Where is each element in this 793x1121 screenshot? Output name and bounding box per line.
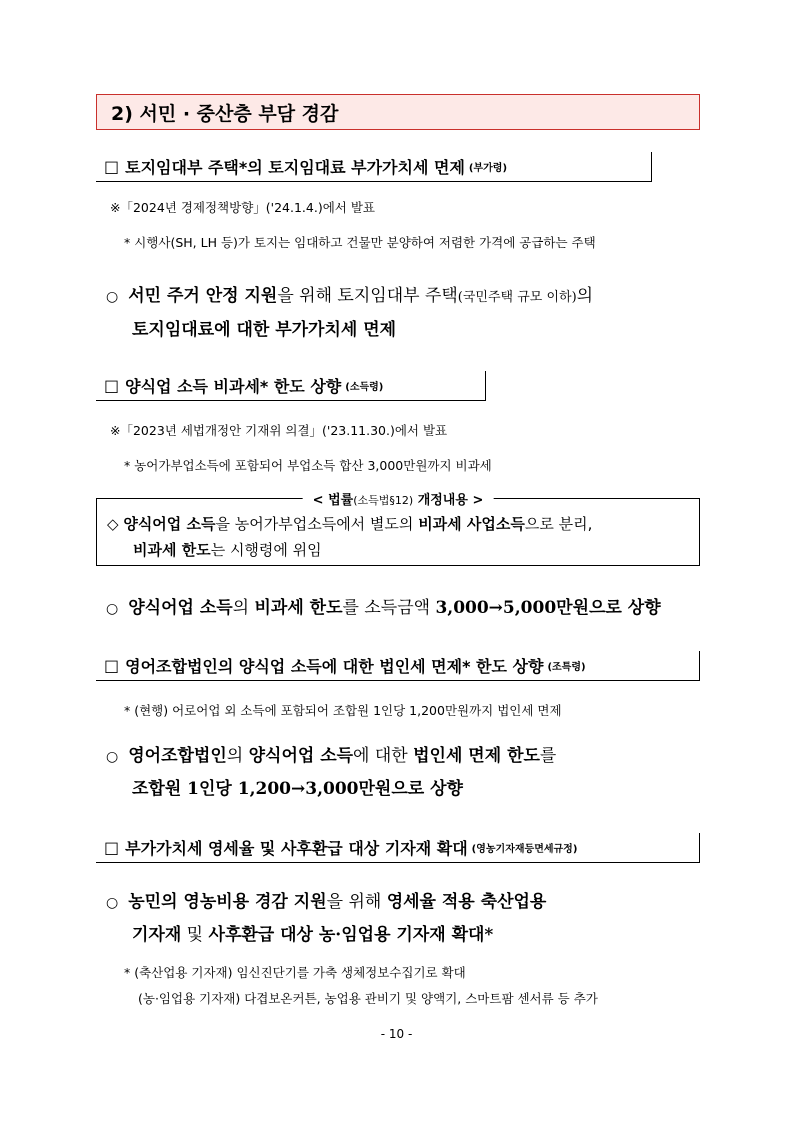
item3-note: * (현행) 어로어업 외 소득에 포함되어 조합원 1인당 1,200만원까지 법인세 면제: [124, 703, 562, 718]
checkbox-square-icon: □: [104, 656, 120, 675]
page-number: - 10 -: [380, 1027, 413, 1041]
bullet-circle-icon: ○: [106, 601, 119, 617]
item1-heading-text: 토지임대부 주택*의 토지임대료 부가가치세 면제: [125, 158, 465, 177]
item3-heading-text: 영어조합법인의 양식업 소득에 대한 법인세 면제* 한도 상향: [125, 657, 544, 676]
item1-note: * 시행사(SH, LH 등)가 토지는 임대하고 건물만 분양하여 저렴한 가격에 공급하는 주택: [124, 235, 596, 250]
law-box-title: [303, 489, 494, 508]
item1-heading: [96, 152, 652, 182]
law-t3: 는 시행령에 위임: [210, 541, 322, 559]
item3-b3: 법인세 면제 한도: [413, 746, 540, 766]
item2-b1: 양식어업 소득: [128, 598, 233, 618]
item3-tag: (조특령): [547, 662, 586, 673]
law-title-a: < 법률: [312, 493, 354, 508]
law-title-b: 개정내용 >: [413, 493, 484, 508]
checkbox-square-icon: □: [104, 376, 120, 395]
item4-b1: 농민의 영농비용 경감 지원: [128, 892, 327, 912]
item4-tag: (영농기자재등면세규정): [471, 844, 578, 855]
item1-t1: 을 위해 토지임대부 주택: [277, 286, 458, 306]
item3-b2: 양식어업 소득: [248, 746, 354, 766]
law-b1: 양식어업 소득: [123, 515, 216, 533]
checkbox-square-icon: □: [104, 838, 120, 857]
item3-t2: 에 대한: [353, 746, 414, 766]
section-title-text: 2) 서민 · 중산층 부담 경감: [111, 102, 339, 125]
item3-bullet: [106, 740, 706, 805]
law-t1: 을 농어가부업소득에서 별도의: [215, 515, 419, 533]
item2-bullet: [106, 592, 706, 625]
bullet-circle-icon: ○: [106, 289, 119, 305]
item1-bullet: [106, 280, 706, 346]
item4-heading-text: 부가가치세 영세율 및 사후환급 대상 기자재 확대: [125, 839, 468, 858]
item3-heading: [96, 651, 700, 681]
item3-t3: 를: [539, 746, 557, 766]
item4-b2: 영세율 적용 축산업용: [386, 892, 547, 912]
item4-heading: [96, 833, 700, 863]
item2-note: * 농어가부업소득에 포함되어 부업소득 합산 3,000만원까지 비과세: [124, 458, 492, 473]
item1-tag: (부가령): [468, 163, 508, 174]
law-b2: 비과세 사업소득: [418, 515, 525, 533]
item1-ref: ※「2024년 경제정책방향」('24.1.4.)에서 발표: [110, 200, 375, 215]
bullet-circle-icon: ○: [106, 749, 119, 765]
law-line-2: [133, 539, 322, 560]
item4-b3: 기자재: [132, 925, 182, 945]
law-b3: 비과세 한도: [133, 541, 211, 559]
item4-b4: 사후환급 대상 농·임업용 기자재 확대*: [208, 925, 494, 945]
item4-bullet: [106, 886, 706, 951]
item2-t1: 의: [232, 598, 255, 618]
item4-t2: 및: [181, 925, 209, 945]
item2-b2: 비과세 한도: [254, 598, 343, 618]
item3-b4: 조합원 1인당 1,200→3,000만원으로 상향: [132, 779, 463, 799]
law-title-source: (소득법§12): [353, 494, 414, 507]
bullet-circle-icon: ○: [106, 895, 119, 911]
item4-t1: 을 위해: [326, 892, 387, 912]
item2-heading-text: 양식업 소득 비과세* 한도 상향: [125, 377, 342, 396]
checkbox-square-icon: □: [104, 157, 120, 176]
law-t2: 으로 분리,: [524, 515, 593, 533]
section-title: [96, 94, 700, 130]
item4-note2: (농·임업용 기자재) 다겹보온커튼, 농업용 관비기 및 양액기, 스마트팜 센서류 등 추가: [138, 991, 598, 1006]
law-line-1: [107, 513, 592, 534]
item3-b1: 영어조합법인: [128, 746, 227, 766]
item1-t1s: (국민주택 규모 이하): [457, 290, 577, 305]
item2-t2: 를 소득금액: [342, 598, 436, 618]
item1-t1e: 의: [576, 286, 594, 306]
item2-ref: ※「2023년 세법개정안 기재위 의결」('23.11.30.)에서 발표: [110, 423, 448, 438]
item2-heading: [96, 371, 486, 401]
item2-tag: (소득령): [345, 382, 384, 393]
item1-b1: 서민 주거 안정 지원: [128, 286, 278, 306]
item1-b2: 토지임대료에 대한 부가가치세 면제: [132, 320, 397, 340]
law-amendment-box: [96, 493, 700, 566]
item4-note1: * (축산업용 기자재) 임신진단기를 가축 생체정보수집기로 확대: [124, 965, 466, 980]
item3-t1: 의: [226, 746, 249, 766]
item2-b3: 3,000→5,000만원으로 상향: [435, 598, 661, 618]
diamond-icon: ◇: [107, 515, 119, 533]
